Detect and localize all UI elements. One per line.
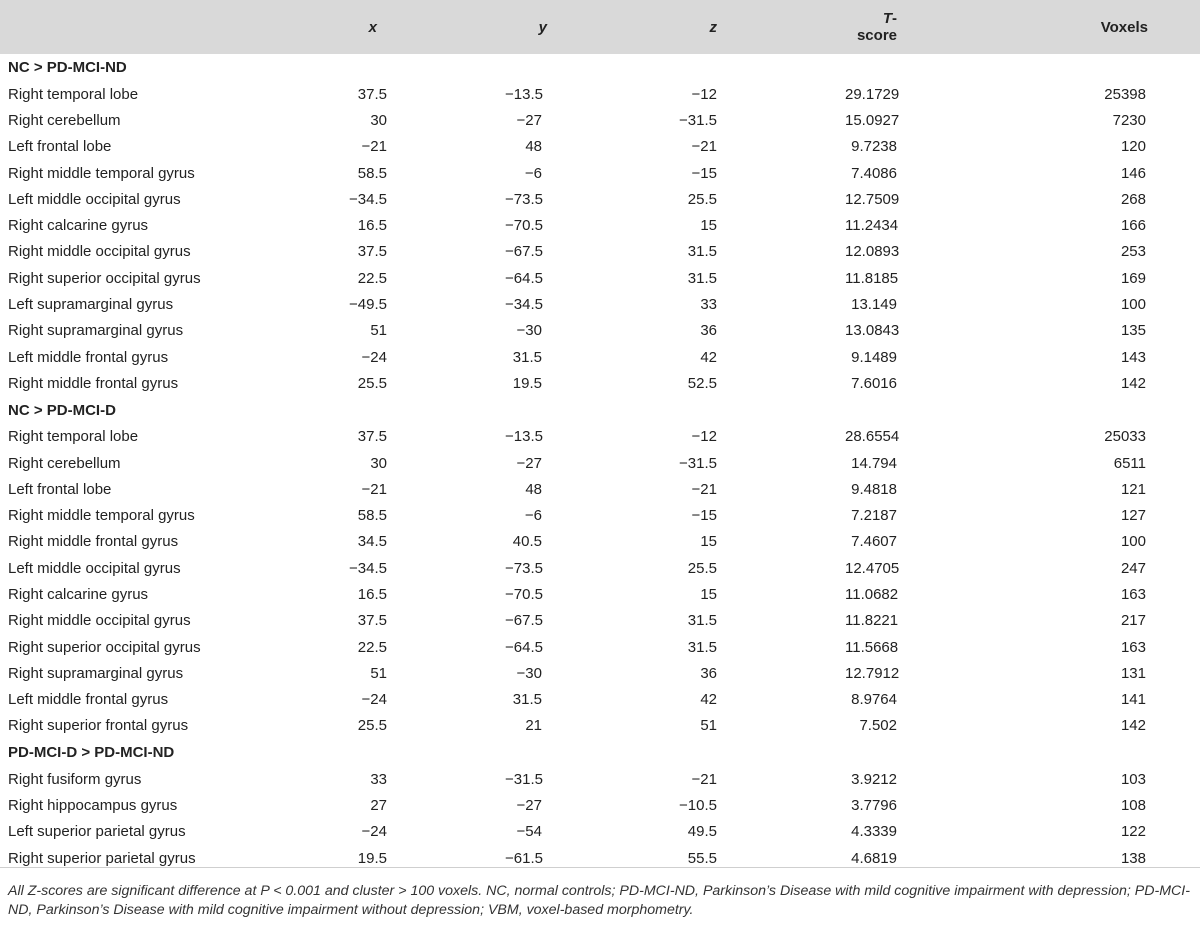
t-score-cell: 12.7509 xyxy=(845,190,900,208)
x-cell: 37.5 xyxy=(357,428,387,446)
table-row xyxy=(0,502,1200,528)
z-cell: −10.5 xyxy=(679,797,717,815)
t-score-cell: 3.7796 xyxy=(851,797,897,815)
t-score-cell: 11.8221 xyxy=(845,612,899,630)
table-body xyxy=(0,54,1200,871)
voxels-cell: 142 xyxy=(1120,374,1146,392)
y-cell: −34.5 xyxy=(505,296,543,314)
y-cell: −64.5 xyxy=(505,638,543,656)
y-cell: 31.5 xyxy=(512,691,542,709)
voxels-cell: 6511 xyxy=(1113,454,1146,472)
table-row xyxy=(0,476,1200,502)
t-score-cell: 12.7912 xyxy=(845,664,900,682)
header-voxels: Voxels xyxy=(1100,18,1148,36)
x-cell: 58.5 xyxy=(357,164,387,182)
y-cell: −73.5 xyxy=(505,190,543,208)
table-row xyxy=(0,239,1200,265)
t-score-cell: 15.0927 xyxy=(845,111,900,129)
t-score-cell: 4.6819 xyxy=(851,849,897,867)
t-score-cell: 3.9212 xyxy=(851,770,897,788)
voxels-cell: 127 xyxy=(1120,507,1146,525)
z-cell: −21 xyxy=(691,480,717,498)
t-score-cell: 28.6554 xyxy=(845,428,900,446)
t-score-cell: 11.0682 xyxy=(845,585,899,603)
voxels-cell: 253 xyxy=(1120,243,1146,261)
region-cell: Left frontal lobe xyxy=(8,138,112,156)
region-cell: Right middle temporal gyrus xyxy=(8,507,195,525)
voxels-cell: 163 xyxy=(1120,638,1146,656)
z-cell: 15 xyxy=(700,217,717,235)
y-cell: −6 xyxy=(524,164,542,182)
y-cell: −27 xyxy=(516,111,542,129)
voxels-cell: 103 xyxy=(1120,770,1146,788)
voxels-cell: 169 xyxy=(1120,269,1146,287)
header-x: x xyxy=(368,18,377,36)
region-cell: Left middle occipital gyrus xyxy=(8,190,181,208)
table-row xyxy=(0,370,1200,396)
region-cell: Right middle frontal gyrus xyxy=(8,533,179,551)
table-row xyxy=(0,713,1200,739)
table-row xyxy=(0,134,1200,160)
y-cell: 31.5 xyxy=(512,348,542,366)
x-cell: 25.5 xyxy=(357,717,387,735)
voxels-cell: 268 xyxy=(1120,190,1146,208)
voxels-cell: 217 xyxy=(1120,612,1146,630)
x-cell: 33 xyxy=(370,770,387,788)
z-cell: −12 xyxy=(691,428,717,446)
table-row xyxy=(0,160,1200,186)
y-cell: 21 xyxy=(525,717,542,735)
section-header xyxy=(0,397,1200,424)
y-cell: −30 xyxy=(516,664,542,682)
y-cell: −31.5 xyxy=(505,770,543,788)
y-cell: 48 xyxy=(525,138,542,156)
voxels-cell: 163 xyxy=(1120,585,1146,603)
table-row xyxy=(0,766,1200,792)
voxels-cell: 143 xyxy=(1120,348,1146,366)
region-cell: Right supramarginal gyrus xyxy=(8,664,184,682)
region-cell: Right middle temporal gyrus xyxy=(8,164,195,182)
voxels-cell: 138 xyxy=(1120,849,1146,867)
table-row xyxy=(0,107,1200,133)
y-cell: −6 xyxy=(524,507,542,525)
table-row xyxy=(0,581,1200,607)
table-row xyxy=(0,529,1200,555)
y-cell: 40.5 xyxy=(512,533,542,551)
x-cell: −21 xyxy=(361,138,387,156)
x-cell: 25.5 xyxy=(357,374,387,392)
x-cell: −21 xyxy=(361,480,387,498)
x-cell: −24 xyxy=(361,691,387,709)
table-row xyxy=(0,819,1200,845)
x-cell: 16.5 xyxy=(357,585,387,603)
table-row xyxy=(0,634,1200,660)
region-cell: Right calcarine gyrus xyxy=(8,585,149,603)
voxels-cell: 100 xyxy=(1120,533,1146,551)
region-cell: Right superior frontal gyrus xyxy=(8,717,189,735)
voxels-cell: 146 xyxy=(1120,164,1146,182)
y-cell: −30 xyxy=(516,322,542,340)
region-cell: Right fusiform gyrus xyxy=(8,770,142,788)
voxels-cell: 25398 xyxy=(1104,85,1146,103)
region-cell: Right superior occipital gyrus xyxy=(8,269,201,287)
z-cell: −15 xyxy=(691,164,717,182)
z-cell: 49.5 xyxy=(687,823,717,841)
region-cell: Left middle occipital gyrus xyxy=(8,559,181,577)
z-cell: 15 xyxy=(700,585,717,603)
z-cell: 42 xyxy=(700,691,717,709)
voxels-cell: 131 xyxy=(1120,664,1146,682)
x-cell: 37.5 xyxy=(357,243,387,261)
x-cell: 16.5 xyxy=(357,217,387,235)
t-score-cell: 11.8185 xyxy=(845,269,899,287)
region-cell: Right cerebellum xyxy=(8,111,121,129)
t-score-cell: 13.0843 xyxy=(845,322,900,340)
z-cell: −31.5 xyxy=(679,454,717,472)
z-cell: −21 xyxy=(691,138,717,156)
footnote-divider xyxy=(0,867,1200,868)
section-title: NC > PD-MCI-ND xyxy=(8,59,127,76)
z-cell: 25.5 xyxy=(687,559,717,577)
section-header xyxy=(0,739,1200,766)
z-cell: 33 xyxy=(700,296,717,314)
y-cell: −13.5 xyxy=(505,85,543,103)
voxels-cell: 120 xyxy=(1120,138,1146,156)
z-cell: 31.5 xyxy=(687,612,717,630)
table-row xyxy=(0,792,1200,818)
x-cell: 51 xyxy=(370,322,387,340)
region-cell: Right middle occipital gyrus xyxy=(8,612,191,630)
y-cell: −70.5 xyxy=(505,217,543,235)
region-cell: Left middle frontal gyrus xyxy=(8,691,169,709)
x-cell: 58.5 xyxy=(357,507,387,525)
region-cell: Right middle occipital gyrus xyxy=(8,243,191,261)
table-footnote: All Z-scores are significant difference at P < 0.001 and cluster > 100 voxels. NC, normal controls; PD-MCI-ND, Parkinson’s Disease with mild cognitive impairment with depression; PD-MCI-ND, Parkinson’s Disease with mild cognitive impairment without depression; VBM, voxel-based morphometry. xyxy=(8,883,1190,918)
region-cell: Right supramarginal gyrus xyxy=(8,322,184,340)
x-cell: 37.5 xyxy=(357,85,387,103)
y-cell: −13.5 xyxy=(505,428,543,446)
y-cell: −64.5 xyxy=(505,269,543,287)
z-cell: 36 xyxy=(700,664,717,682)
y-cell: 19.5 xyxy=(512,374,542,392)
table-header xyxy=(0,0,1200,54)
region-cell: Right superior parietal gyrus xyxy=(8,849,196,867)
z-cell: 55.5 xyxy=(687,849,717,867)
t-score-cell: 13.149 xyxy=(851,296,897,314)
header-region xyxy=(0,0,330,54)
x-cell: 19.5 xyxy=(357,849,387,867)
voxels-cell: 122 xyxy=(1120,823,1146,841)
x-cell: 22.5 xyxy=(357,269,387,287)
z-cell: 31.5 xyxy=(687,243,717,261)
t-score-cell: 7.502 xyxy=(859,717,897,735)
t-score-cell: 9.7238 xyxy=(851,138,897,156)
x-cell: −49.5 xyxy=(349,296,387,314)
z-cell: 52.5 xyxy=(687,374,717,392)
header-t-score: T-score xyxy=(856,10,897,44)
x-cell: −24 xyxy=(361,348,387,366)
section-title: PD-MCI-D > PD-MCI-ND xyxy=(8,744,175,762)
y-cell: −61.5 xyxy=(505,849,543,867)
z-cell: −15 xyxy=(691,507,717,525)
region-cell: Right hippocampus gyrus xyxy=(8,797,178,815)
t-score-cell: 11.2434 xyxy=(845,217,899,235)
t-score-cell: 7.4086 xyxy=(851,164,897,182)
x-cell: 22.5 xyxy=(357,638,387,656)
region-cell: Right middle frontal gyrus xyxy=(8,374,179,392)
x-cell: 34.5 xyxy=(357,533,387,551)
t-score-cell: 8.9764 xyxy=(851,691,897,709)
t-score-cell: 9.1489 xyxy=(851,348,897,366)
t-score-cell: 29.1729 xyxy=(845,85,900,103)
t-score-cell: 11.5668 xyxy=(845,638,899,656)
region-cell: Right cerebellum xyxy=(8,454,121,472)
voxels-cell: 141 xyxy=(1120,691,1146,709)
x-cell: −34.5 xyxy=(349,190,387,208)
z-cell: 15 xyxy=(700,533,717,551)
z-cell: 36 xyxy=(700,322,717,340)
t-score-cell: 9.4818 xyxy=(851,480,897,498)
table-row xyxy=(0,81,1200,107)
region-cell: Right temporal lobe xyxy=(8,85,139,103)
y-cell: −67.5 xyxy=(505,243,543,261)
z-cell: 42 xyxy=(700,348,717,366)
y-cell: −27 xyxy=(516,454,542,472)
table-row xyxy=(0,212,1200,238)
y-cell: −73.5 xyxy=(505,559,543,577)
table-row xyxy=(0,186,1200,212)
z-cell: −21 xyxy=(691,770,717,788)
voxels-cell: 25033 xyxy=(1104,428,1146,446)
x-cell: 37.5 xyxy=(357,612,387,630)
header-row xyxy=(0,0,1200,54)
voxels-cell: 142 xyxy=(1120,717,1146,735)
table-row xyxy=(0,450,1200,476)
table-row xyxy=(0,660,1200,686)
y-cell: −27 xyxy=(516,797,542,815)
voxels-cell: 100 xyxy=(1120,296,1146,314)
y-cell: −54 xyxy=(516,823,542,841)
t-score-cell: 14.794 xyxy=(851,454,897,472)
z-cell: 51 xyxy=(700,717,717,735)
t-score-cell: 7.2187 xyxy=(851,507,897,525)
x-cell: 30 xyxy=(370,111,387,129)
region-cell: Right temporal lobe xyxy=(8,428,139,446)
table-row xyxy=(0,608,1200,634)
voxels-cell: 247 xyxy=(1120,559,1146,577)
header-y: y xyxy=(538,18,547,36)
z-cell: −31.5 xyxy=(679,111,717,129)
z-cell: 25.5 xyxy=(687,190,717,208)
voxels-cell: 108 xyxy=(1120,797,1146,815)
table-row xyxy=(0,555,1200,581)
x-cell: −34.5 xyxy=(349,559,387,577)
region-cell: Left middle frontal gyrus xyxy=(8,348,169,366)
x-cell: 51 xyxy=(370,664,387,682)
voxels-cell: 7230 xyxy=(1112,111,1146,129)
table-row xyxy=(0,424,1200,450)
section-header xyxy=(0,54,1200,81)
y-cell: −67.5 xyxy=(505,612,543,630)
table-row xyxy=(0,687,1200,713)
t-score-cell: 12.0893 xyxy=(845,243,900,261)
x-cell: 30 xyxy=(370,454,387,472)
z-cell: −12 xyxy=(691,85,717,103)
z-cell: 31.5 xyxy=(687,638,717,656)
region-cell: Right calcarine gyrus xyxy=(8,217,149,235)
table-row xyxy=(0,318,1200,344)
table-row xyxy=(0,291,1200,317)
t-score-cell: 7.6016 xyxy=(851,374,897,392)
header-z: z xyxy=(709,18,717,36)
region-cell: Left superior parietal gyrus xyxy=(8,823,186,841)
y-cell: −70.5 xyxy=(505,585,543,603)
region-cell: Left frontal lobe xyxy=(8,480,112,498)
z-cell: 31.5 xyxy=(687,269,717,287)
table-row xyxy=(0,265,1200,291)
t-score-cell: 4.3339 xyxy=(851,823,897,841)
voxels-cell: 135 xyxy=(1120,322,1146,340)
voxels-cell: 166 xyxy=(1120,217,1146,235)
t-score-cell: 12.4705 xyxy=(845,559,900,577)
x-cell: 27 xyxy=(370,797,387,815)
region-cell: Right superior occipital gyrus xyxy=(8,638,201,656)
y-cell: 48 xyxy=(525,480,542,498)
section-title: NC > PD-MCI-D xyxy=(8,401,116,419)
region-cell: Left supramarginal gyrus xyxy=(8,296,174,314)
table-row xyxy=(0,344,1200,370)
x-cell: −24 xyxy=(361,823,387,841)
voxels-cell: 121 xyxy=(1120,480,1146,498)
t-score-cell: 7.4607 xyxy=(851,533,897,551)
